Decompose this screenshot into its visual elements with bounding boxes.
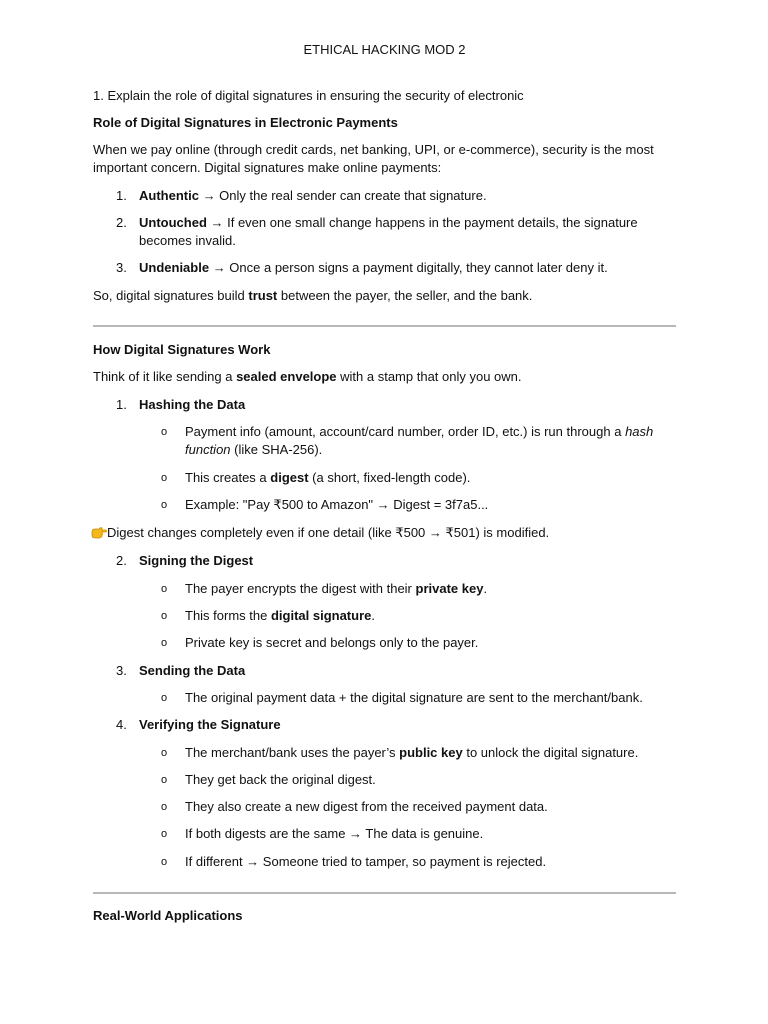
sub-list-item: They get back the original digest. [185,772,376,787]
item-text-end: to unlock the digital signature. [462,745,639,760]
section2-intro [93,368,522,386]
list-number: 3. [116,260,127,275]
step-number: 4. [116,717,127,732]
step-number: 1. [116,397,127,412]
digest-note [91,524,549,542]
sub-list-item: If both digests are the same → The data is genuine. [185,826,484,841]
list-description: → Only the real sender can create that signature. [198,188,487,203]
list-number: 2. [116,215,127,230]
horizontal-rule [93,892,676,894]
sub-list-item [185,744,665,762]
item-italic: hash [625,424,654,439]
item-text: This forms the [185,608,271,623]
list-number: 1. [116,188,127,203]
sub-list-item [185,580,665,598]
heading-text: How Digital Signatures Work [93,342,271,357]
step-title: Verifying the Signature [139,717,281,732]
bullet-marker: o [161,747,168,759]
section-heading-role [93,114,398,132]
bullet-marker: o [161,472,168,484]
pointing-right-hand-icon [91,524,107,542]
intro-text: Think of it like sending a [93,369,237,384]
bullet-marker: o [161,583,168,595]
item-text-end: . [483,581,488,596]
bullet-marker: o [161,499,168,511]
list-term: Undeniable [139,260,210,275]
item-text: The payer encrypts the digest with their [185,581,416,596]
item-text-end: (like SHA-256). [230,442,323,457]
bullet-marker: o [161,856,168,868]
item-text-end: . [371,608,375,623]
item-emphasis: private key [415,581,484,596]
step-number: 2. [116,553,127,568]
item-emphasis: digest [270,470,309,485]
list-description: → If even one small change happens in the payment details, the signature becomes invalid. [139,215,638,248]
sub-list-item: Private key is secret and belongs only to the payer. [185,635,479,650]
heading-text: Real-World Applications [93,908,243,923]
section-heading-applications [93,907,243,925]
item-text: Payment info (amount, account/card number, order ID, etc.) is run through a [185,424,626,439]
item-emphasis: public key [399,745,463,760]
bullet-marker: o [161,610,168,622]
item-emphasis: digital signature [270,608,372,623]
item-text: This creates a [185,470,271,485]
list-description: → Once a person signs a payment digitally, they cannot later deny it. [209,260,608,275]
list-term: Authentic [139,188,199,203]
bullet-marker: o [161,801,168,813]
bullet-marker: o [161,692,168,704]
sub-list-item [185,423,665,459]
note-text: Digest changes completely even if one detail (like ₹500 → ₹501) is modified. [107,525,550,540]
sub-list-item [185,469,665,487]
sub-list-item: If different → Someone tried to tamper, so payment is rejected. [185,854,547,869]
intro-text-end: with a stamp that only you own. [336,369,522,384]
item-text-end: (a short, fixed-length code). [308,470,471,485]
bullet-marker: o [161,426,168,438]
step-title: Sending the Data [139,663,246,678]
section-heading-how [93,341,270,359]
horizontal-rule [93,325,676,327]
heading-text: Role of Digital Signatures in Electronic Payments [93,115,398,130]
step-title: Hashing the Data [139,397,246,412]
section1-intro: When we pay online (through credit cards, net banking, UPI, or e-commerce), security is the most important concern. Digital signatures make online payments: [93,142,654,175]
intro-emphasis: sealed envelope [236,369,337,384]
item-text: The merchant/bank uses the payer’s [185,745,400,760]
bullet-marker: o [161,637,168,649]
bullet-marker: o [161,774,168,786]
closing-emphasis: trust [248,288,278,303]
sub-list-item: The original payment data + the digital signature are sent to the merchant/bank. [185,690,643,705]
sub-list-item [185,607,665,625]
list-term: Untouched [139,215,207,230]
item-italic: function [185,442,231,457]
section1-closing [93,287,532,305]
closing-text-end: between the payer, the seller, and the bank. [277,288,533,303]
step-number: 3. [116,663,127,678]
question-text: 1. Explain the role of digital signatures in ensuring the security of electronic [93,88,524,103]
bullet-marker: o [161,828,168,840]
sub-list-item: Example: "Pay ₹500 to Amazon" → Digest = 3f7a5... [185,497,489,512]
sub-list-item: They also create a new digest from the received payment data. [185,799,548,814]
closing-text: So, digital signatures build [93,288,249,303]
step-title: Signing the Digest [139,553,254,568]
document-title: ETHICAL HACKING MOD 2 [303,42,466,57]
